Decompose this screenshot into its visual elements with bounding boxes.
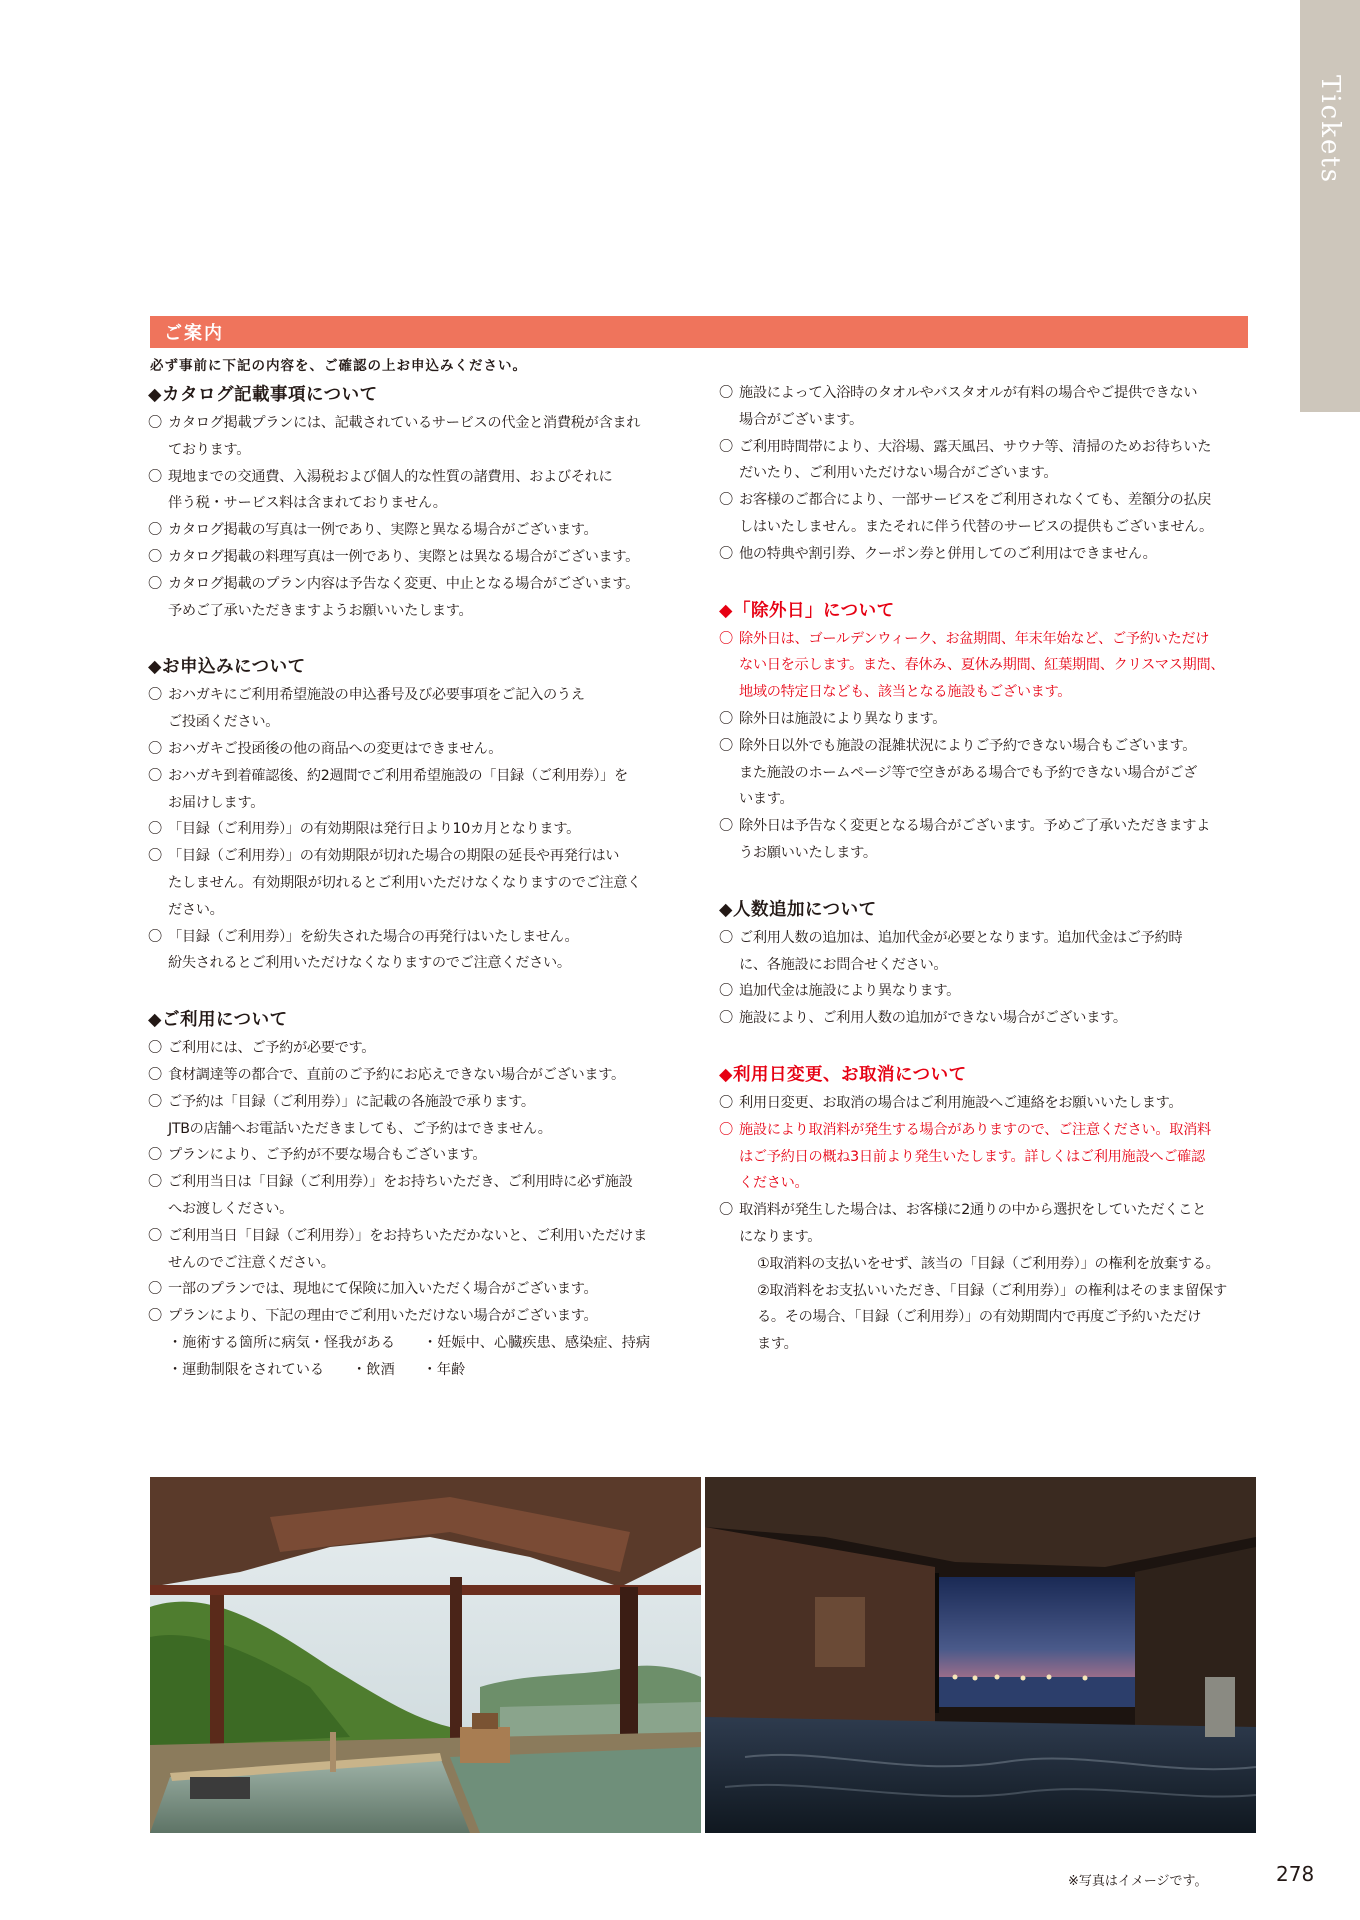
notice-section bbox=[719, 380, 1259, 568]
notice-item bbox=[719, 1197, 1259, 1251]
item-line: ご利用時間帯により、大浴場、露天風呂、サウナ等、清掃のためお待ちいた bbox=[739, 438, 1212, 455]
item-line: カタログ掲載の料理写真は一例であり、実際とは異なる場合がございます。 bbox=[168, 548, 640, 565]
notice-item bbox=[148, 464, 688, 518]
item-marker: 〇 bbox=[148, 767, 162, 784]
item-line: お届けします。 bbox=[168, 794, 265, 811]
notice-item bbox=[148, 1089, 688, 1143]
item-marker: 〇 bbox=[719, 1094, 733, 1111]
item-line: 予めご了承いただきますようお願いいたします。 bbox=[168, 602, 473, 619]
item-line: ご利用人数の追加は、追加代金が必要となります。追加代金はご予約時 bbox=[739, 929, 1183, 946]
item-line: ご利用当日は「目録（ご利用券）」をお持ちいただき、ご利用時に必ず施設 bbox=[168, 1174, 633, 1191]
item-line: プランにより、下記の理由でご利用いただけない場合がございます。 bbox=[168, 1308, 598, 1325]
sub-item-line: ます。 bbox=[757, 1336, 798, 1353]
item-marker: 〇 bbox=[719, 710, 733, 727]
notice-item bbox=[719, 978, 1259, 1005]
notice-item bbox=[719, 706, 1259, 733]
item-line: ております。 bbox=[168, 441, 251, 458]
item-line: 現地までの交通費、入湯税および個人的な性質の諸費用、およびそれに bbox=[168, 468, 613, 485]
item-line: 地域の特定日なども、該当となる施設もございます。 bbox=[739, 684, 1072, 701]
item-marker: 〇 bbox=[719, 818, 733, 835]
notice-item bbox=[148, 682, 688, 736]
notice-item bbox=[148, 410, 688, 464]
item-marker: 〇 bbox=[719, 1121, 733, 1138]
item-line: カタログ掲載プランには、記載されているサービスの代金と消費税が含まれ bbox=[168, 415, 641, 431]
item-marker: 〇 bbox=[719, 545, 733, 562]
notice-item bbox=[719, 925, 1259, 979]
item-line: うお願いいたします。 bbox=[739, 844, 877, 861]
item-marker: 〇 bbox=[148, 575, 162, 592]
item-line: プランにより、ご予約が不要な場合もございます。 bbox=[168, 1147, 487, 1164]
notice-item bbox=[148, 843, 688, 923]
item-line: います。 bbox=[739, 791, 794, 808]
item-marker: 〇 bbox=[148, 1147, 162, 1164]
item-marker: 〇 bbox=[719, 492, 733, 509]
item-marker: 〇 bbox=[148, 687, 162, 704]
section-title: ◆カタログ記載事項について bbox=[148, 385, 378, 405]
item-line: 除外日は予告なく変更となる場合がございます。予めご了承いただきますよ bbox=[739, 818, 1211, 835]
item-line: 一部のプランでは、現地にて保険に加入いただく場合がございます。 bbox=[168, 1281, 598, 1298]
notice-item bbox=[148, 571, 688, 625]
item-line: ご利用には、ご予約が必要です。 bbox=[168, 1040, 376, 1057]
sub-item bbox=[719, 1251, 1259, 1278]
item-marker: 〇 bbox=[148, 1093, 162, 1110]
bullet-item: ・妊娠中、心臓疾患、感染症、持病 bbox=[423, 1334, 651, 1351]
section-title: ◆利用日変更、お取消について bbox=[719, 1064, 967, 1085]
item-line: また施設のホームページ等で空きがある場合でも予約できない場合がござ bbox=[739, 764, 1198, 781]
section-title: ◆お申込みについて bbox=[148, 657, 306, 678]
notice-item bbox=[148, 763, 688, 817]
item-marker: 〇 bbox=[148, 1281, 162, 1298]
notice-item bbox=[719, 1090, 1259, 1117]
item-marker: 〇 bbox=[148, 468, 162, 485]
notice-item bbox=[719, 434, 1259, 488]
notice-item bbox=[719, 813, 1259, 867]
item-line: カタログ掲載の写真は一例であり、実際と異なる場合がございます。 bbox=[168, 522, 598, 539]
notice-item bbox=[148, 544, 688, 571]
left-column bbox=[148, 380, 688, 1412]
item-line: へお渡しください。 bbox=[168, 1200, 293, 1217]
notice-item bbox=[148, 1142, 688, 1169]
item-marker: 〇 bbox=[719, 385, 733, 401]
notice-item bbox=[719, 380, 1259, 434]
item-marker: 〇 bbox=[719, 1202, 733, 1219]
item-line: 「目録（ご利用券）」の有効期限は発行日より10カ月となります。 bbox=[168, 821, 580, 838]
notice-item bbox=[148, 816, 688, 843]
section-title: ◆ご利用について bbox=[148, 1010, 288, 1031]
photo-mountain-bath bbox=[150, 1477, 701, 1833]
item-marker: 〇 bbox=[148, 415, 162, 431]
notice-header-bar bbox=[150, 316, 1248, 348]
notice-section bbox=[719, 596, 1259, 867]
item-line: JTBの店舗へお電話いただきましても、ご予約はできません。 bbox=[168, 1120, 552, 1137]
item-marker: 〇 bbox=[148, 928, 162, 945]
item-line: 施設によって入浴時のタオルやバスタオルが有料の場合やご提供できない bbox=[739, 385, 1198, 401]
item-line: に、各施設にお問合せください。 bbox=[739, 956, 948, 973]
item-line: ださい。 bbox=[168, 901, 224, 918]
item-line: になります。 bbox=[739, 1228, 822, 1245]
sub-item bbox=[719, 1278, 1259, 1358]
side-tab-label: Tickets bbox=[1315, 75, 1345, 185]
item-line: 「目録（ご利用券）」を紛失された場合の再発行はいたしません。 bbox=[168, 928, 579, 945]
item-line: 除外日は、ゴールデンウィーク、お盆期間、年末年始など、ご予約いただけ bbox=[739, 630, 1210, 647]
notice-item bbox=[719, 733, 1259, 813]
item-line: おハガキご投函後の他の商品への変更はできません。 bbox=[168, 740, 503, 757]
notice-item bbox=[148, 736, 688, 763]
item-line: 紛失されるとご利用いただけなくなりますのでご注意ください。 bbox=[168, 955, 571, 972]
notice-item bbox=[148, 924, 688, 978]
notice-item bbox=[719, 487, 1259, 541]
item-marker: 〇 bbox=[148, 1227, 162, 1244]
item-line: はご予約日の概ね3日前より発生いたします。詳しくはご利用施設へご確認 bbox=[739, 1148, 1205, 1165]
item-line: 除外日以外でも施設の混雑状況によりご予約できない場合もございます。 bbox=[739, 737, 1197, 754]
item-marker: 〇 bbox=[148, 1308, 162, 1325]
item-marker: 〇 bbox=[148, 821, 162, 838]
notice-item bbox=[148, 1169, 688, 1223]
item-marker: 〇 bbox=[148, 740, 162, 757]
bullet-item: ・運動制限をされている bbox=[168, 1361, 325, 1378]
item-line: ない日を示します。また、春休み、夏休み期間、紅葉期間、クリスマス期間、 bbox=[739, 657, 1225, 674]
item-line: 追加代金は施設により異なります。 bbox=[739, 983, 961, 1000]
item-line: 除外日は施設により異なります。 bbox=[739, 710, 947, 727]
item-line: おハガキ到着確認後、約2週間でご利用希望施設の「目録（ご利用券）」を bbox=[168, 767, 628, 784]
notice-item bbox=[719, 1117, 1259, 1197]
notice-item bbox=[719, 541, 1259, 568]
photo-caption: ※写真はイメージです。 bbox=[1068, 1874, 1208, 1889]
item-marker: 〇 bbox=[719, 929, 733, 946]
item-line: だいたり、ご利用いただけない場合がございます。 bbox=[739, 465, 1058, 482]
notice-item bbox=[148, 1062, 688, 1089]
notice-item bbox=[719, 626, 1259, 706]
notice-item bbox=[148, 1035, 688, 1062]
item-line: ご投函ください。 bbox=[168, 714, 280, 731]
item-marker: 〇 bbox=[719, 438, 733, 455]
item-line: しはいたしません。またそれに伴う代替のサービスの提供もございません。 bbox=[739, 518, 1213, 535]
item-marker: 〇 bbox=[719, 737, 733, 754]
notice-section bbox=[719, 895, 1259, 1032]
sub-item-line: ①取消料の支払いをせず、該当の「目録（ご利用券）」の権利を放棄する。 bbox=[757, 1255, 1220, 1272]
section-title: ◆人数追加について bbox=[719, 899, 877, 920]
notice-section bbox=[719, 1060, 1259, 1358]
item-marker: 〇 bbox=[148, 522, 162, 539]
item-marker: 〇 bbox=[719, 1010, 733, 1027]
bullet-item: ・飲酒 bbox=[352, 1361, 395, 1378]
right-column bbox=[719, 380, 1259, 1386]
sub-item-line: ②取消料をお支払いいただき、「目録（ご利用券）」の権利はそのまま留保す bbox=[757, 1282, 1227, 1299]
photo-strip bbox=[150, 1477, 1256, 1833]
item-line: 「目録（ご利用券）」の有効期限が切れた場合の期限の延長や再発行はい bbox=[168, 848, 620, 865]
bullet-row bbox=[168, 1357, 688, 1384]
bullet-item: ・施術する箇所に病気・怪我がある bbox=[168, 1334, 396, 1351]
item-line: お客様のご都合により、一部サービスをご利用されなくても、差額分の払戻 bbox=[739, 492, 1212, 509]
item-marker: 〇 bbox=[148, 548, 162, 565]
page-number: 278 bbox=[1276, 1862, 1315, 1886]
notice-item bbox=[148, 1223, 688, 1277]
condition-bullets bbox=[148, 1330, 688, 1384]
item-marker: 〇 bbox=[719, 630, 733, 647]
section-title: ◆「除外日」について bbox=[719, 600, 895, 621]
item-line: 施設により、ご利用人数の追加ができない場合がございます。 bbox=[739, 1010, 1127, 1027]
notice-item bbox=[148, 517, 688, 544]
notice-lead: 必ず事前に下記の内容を、ご確認の上お申込みください。 bbox=[150, 358, 527, 374]
bullet-row bbox=[168, 1330, 688, 1357]
item-marker: 〇 bbox=[148, 1040, 162, 1057]
notice-section bbox=[148, 652, 688, 977]
item-marker: 〇 bbox=[148, 848, 162, 865]
item-line: 利用日変更、お取消の場合はご利用施設へご連絡をお願いいたします。 bbox=[739, 1094, 1183, 1111]
item-line: カタログ掲載のプラン内容は予告なく変更、中止となる場合がございます。 bbox=[168, 575, 640, 592]
item-line: ご予約は「目録（ご利用券）」に記載の各施設で承ります。 bbox=[168, 1093, 535, 1110]
item-marker: 〇 bbox=[719, 983, 733, 1000]
notice-item bbox=[148, 1303, 688, 1330]
photo-night-bath bbox=[705, 1477, 1256, 1833]
notice-title: ご案内 bbox=[164, 323, 224, 344]
item-line: せんのでご注意ください。 bbox=[168, 1254, 335, 1271]
bullet-item: ・年齢 bbox=[422, 1361, 466, 1378]
sub-item-line: る。その場合、「目録（ご利用券）」の有効期間内で再度ご予約いただけ bbox=[757, 1309, 1202, 1326]
item-line: 場合がございます。 bbox=[739, 411, 863, 428]
item-line: おハガキにご利用希望施設の申込番号及び必要事項をご記入のうえ bbox=[168, 687, 585, 704]
item-marker: 〇 bbox=[148, 1066, 162, 1083]
item-line: 食材調達等の都合で、直前のご予約にお応えできない場合がございます。 bbox=[168, 1066, 625, 1083]
item-line: ください。 bbox=[739, 1175, 809, 1192]
notice-section bbox=[148, 1005, 688, 1383]
item-line: 施設により取消料が発生する場合がありますので、ご注意ください。取消料 bbox=[739, 1121, 1211, 1138]
notice-section bbox=[148, 380, 688, 624]
item-line: 取消料が発生した場合は、お客様に2通りの中から選択をしていただくこと bbox=[739, 1202, 1207, 1219]
item-line: ご利用当日「目録（ご利用券）」をお持ちいただかないと、ご利用いただけま bbox=[168, 1227, 647, 1244]
item-line: 他の特典や割引券、クーポン券と併用してのご利用はできません。 bbox=[739, 545, 1157, 562]
notice-item bbox=[148, 1276, 688, 1303]
side-tab bbox=[1300, 0, 1360, 412]
item-marker: 〇 bbox=[148, 1174, 162, 1191]
item-line: 伴う税・サービス料は含まれておりません。 bbox=[168, 495, 447, 512]
item-line: たしません。有効期限が切れるとご利用いただけなくなりますのでご注意く bbox=[168, 874, 642, 891]
notice-item bbox=[719, 1005, 1259, 1032]
